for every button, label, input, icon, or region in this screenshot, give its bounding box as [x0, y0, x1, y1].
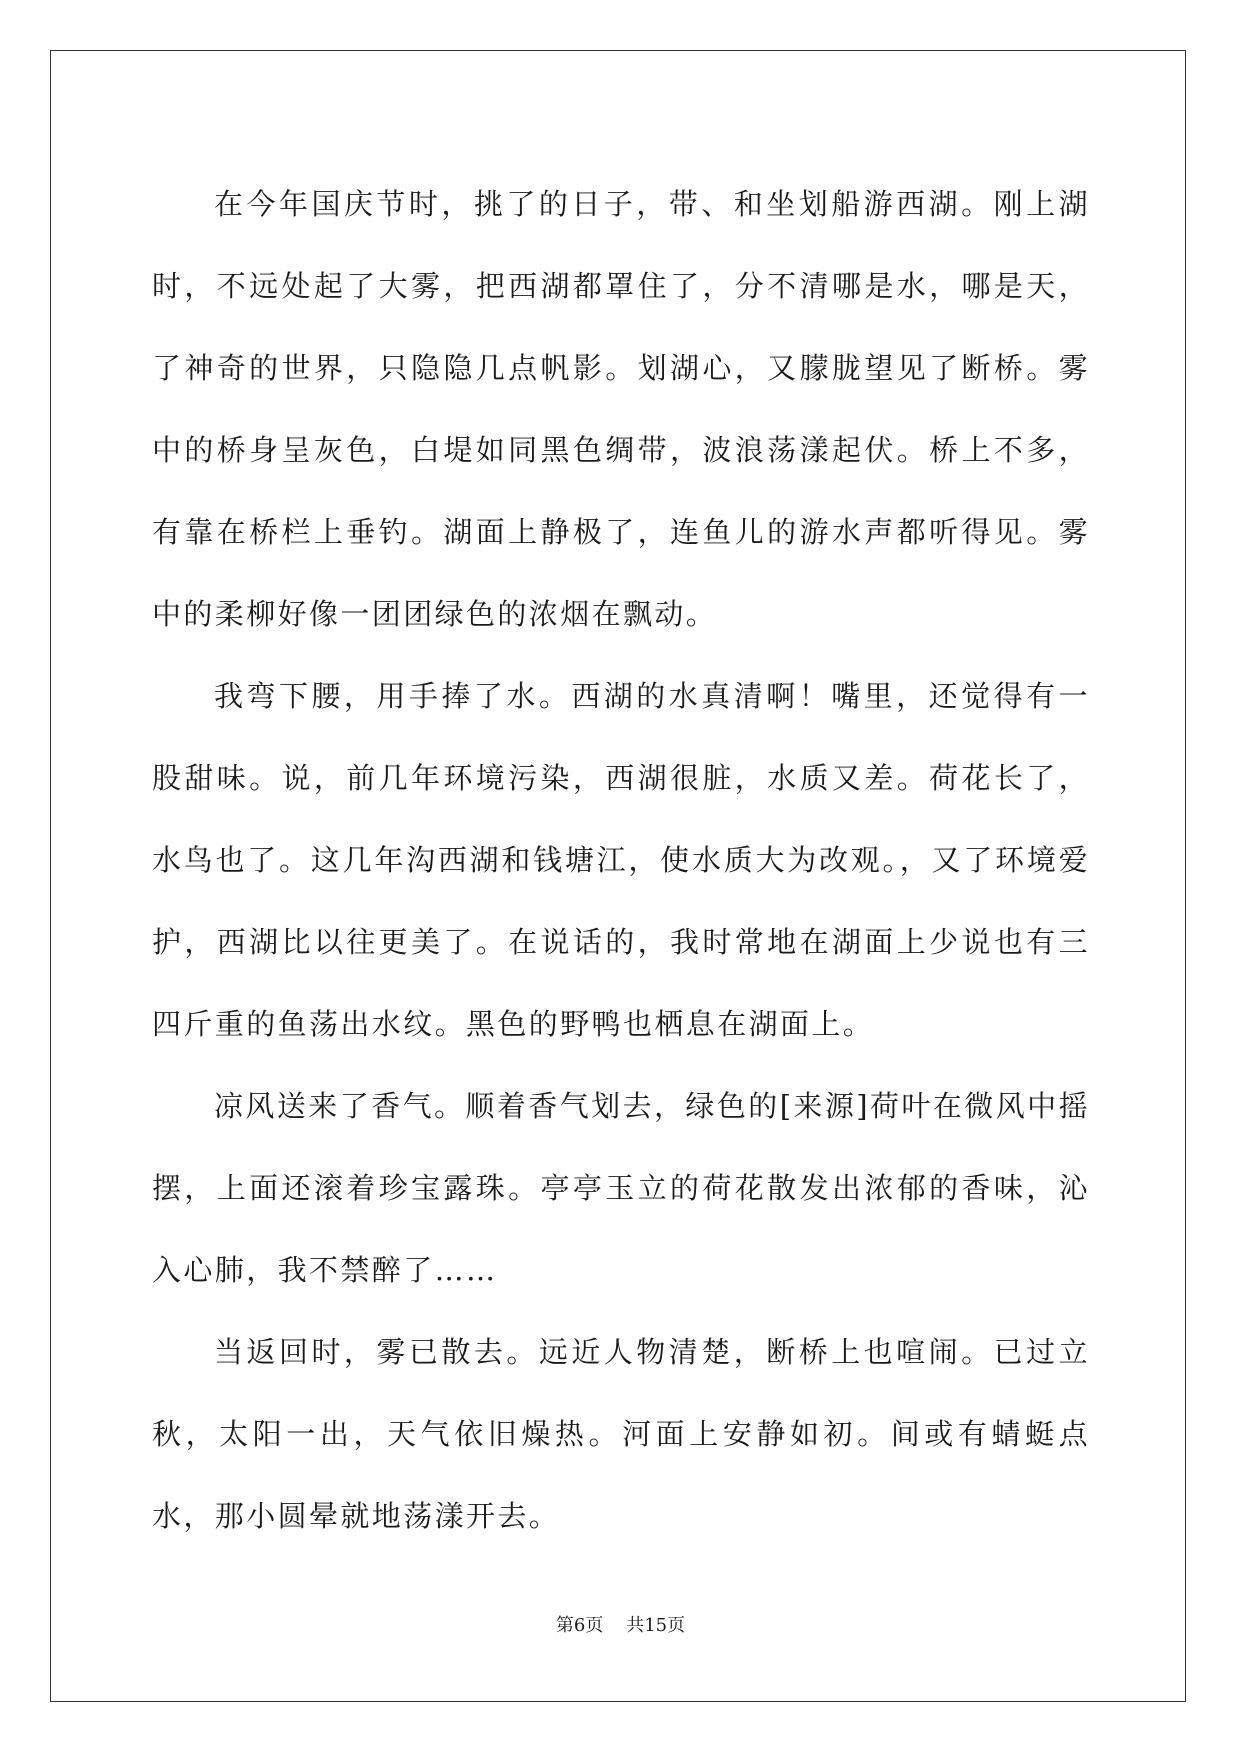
page-footer [0, 1611, 1241, 1637]
document-body [152, 163, 1090, 1557]
paragraph-1: 在今年国庆节时，挑了的日子，带、和坐划船游西湖。刚上湖时，不远处起了大雾，把西湖都罩住了，分不清哪是水，哪是天，了神奇的世界，只隐隐几点帆影。划湖心，又朦胧望见了断桥。雾中的桥身呈灰色，白堤如同黑色绸带，波浪荡漾起伏。桥上不多，有靠在桥栏上垂钓。湖面上静极了，连鱼儿的游水声都听得见。雾中的柔柳好像一团团绿色的浓烟在飘动。 [152, 187, 1090, 631]
paragraph-3: 凉风送来了香气。顺着香气划去，绿色的[来源]荷叶在微风中摇摆，上面还滚着珍宝露珠。亭亭玉立的荷花散发出浓郁的香味，沁入心肺，我不禁醉了…… [152, 1089, 1090, 1287]
footer-gap [603, 1615, 626, 1636]
page-total: 共15页 [626, 1615, 686, 1636]
page-number: 第6页 [555, 1615, 604, 1636]
paragraph-4: 当返回时，雾已散去。远近人物清楚，断桥上也喧闹。已过立秋，太阳一出，天气依旧燥热。河面上安静如初。间或有蜻蜓点水，那小圆晕就地荡漾开去。 [152, 1335, 1090, 1533]
paragraph-2: 我弯下腰，用手捧了水。西湖的水真清啊！嘴里，还觉得有一股甜味。说，前几年环境污染，西湖很脏，水质又差。荷花长了，水鸟也了。这几年沟西湖和钱塘江，使水质大为改观。，又了环境爱护，西湖比以往更美了。在说话的，我时常地在湖面上少说也有三四斤重的鱼荡出水纹。黑色的野鸭也栖息在湖面上。 [152, 679, 1090, 1041]
